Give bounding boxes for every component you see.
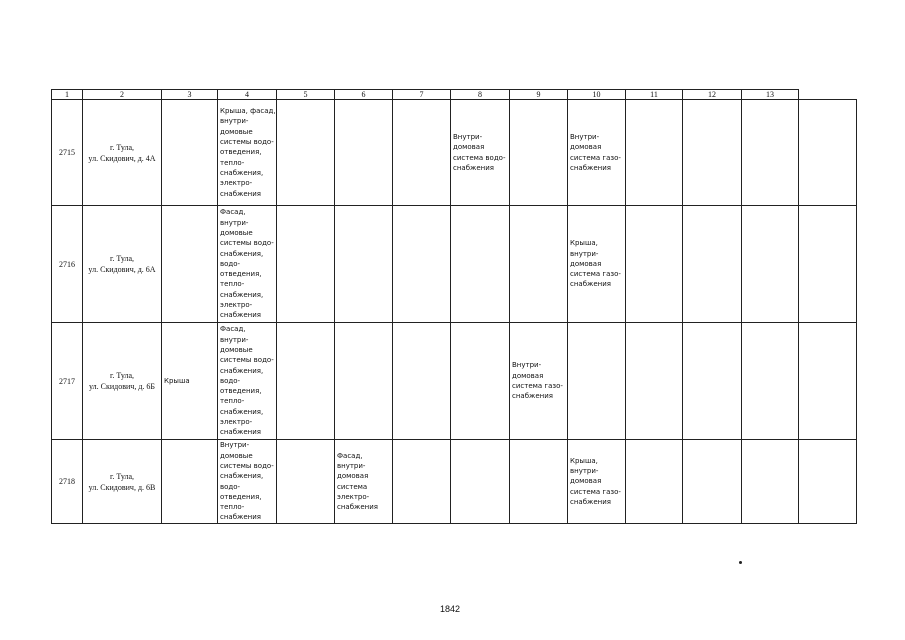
header-row <box>52 90 857 100</box>
work-text: Внутри- домовая система газо- снабжения <box>570 132 621 172</box>
work-cell-col3 <box>218 100 277 206</box>
work-cell-col13 <box>799 323 857 440</box>
column-header: 13 <box>742 90 799 100</box>
table-row <box>52 100 857 206</box>
work-cell-col5 <box>335 206 393 323</box>
column-header: 5 <box>277 90 335 100</box>
page-number: 1842 <box>440 604 461 614</box>
work-text: Внутри- домовая система водо- снабжения <box>453 132 506 172</box>
column-header: 4 <box>218 90 277 100</box>
column-header: 6 <box>335 90 393 100</box>
work-cell-col10 <box>626 440 683 524</box>
work-cell-col7 <box>451 323 510 440</box>
work-cell-col6 <box>393 323 451 440</box>
work-cell-col5 <box>335 440 393 524</box>
table-row <box>52 206 857 323</box>
work-cell-col3 <box>218 323 277 440</box>
work-cell-col7 <box>451 440 510 524</box>
column-header: 8 <box>451 90 510 100</box>
column-header: 9 <box>510 90 568 100</box>
address-text: г. Тула, ул. Скидович, д. 6В <box>88 471 156 492</box>
work-text: Крыша, фасад, внутри- домовые системы водо- отведения, тепло- снабжения, электро- снабжения <box>220 107 276 198</box>
work-text: Фасад, внутри- домовые системы водо- снабжения, водо- отведения, тепло- снабжения, электро- снабжения <box>220 208 274 320</box>
work-text: Крыша, внутри- домовая система газо- снабжения <box>570 456 621 506</box>
column-header: 12 <box>683 90 742 100</box>
work-cell-col2 <box>162 100 218 206</box>
work-cell-col11 <box>683 100 742 206</box>
work-cell-col9 <box>568 100 626 206</box>
work-cell-col3 <box>218 440 277 524</box>
column-header: 1 <box>52 90 83 100</box>
work-cell-col8 <box>510 206 568 323</box>
address-cell <box>83 206 162 323</box>
row-number: 2718 <box>52 440 83 524</box>
work-cell-col10 <box>626 323 683 440</box>
work-cell-col11 <box>683 323 742 440</box>
work-cell-col8 <box>510 323 568 440</box>
work-text: Фасад, внутри- домовые системы водо- снабжения, водо- отведения, тепло- снабжения, электро- снабжения <box>220 325 274 437</box>
address-cell <box>83 323 162 440</box>
work-cell-col12 <box>742 440 799 524</box>
work-cell-col12 <box>742 206 799 323</box>
work-cell-col12 <box>742 100 799 206</box>
work-cell-col2 <box>162 323 218 440</box>
work-cell-col4 <box>277 206 335 323</box>
row-number: 2715 <box>52 100 83 206</box>
repair-schedule-table <box>51 89 857 524</box>
work-text: Фасад, внутри- домовая система электро- снабжения <box>337 451 378 512</box>
work-cell-col6 <box>393 206 451 323</box>
work-cell-col5 <box>335 100 393 206</box>
work-cell-col10 <box>626 100 683 206</box>
work-cell-col9 <box>568 440 626 524</box>
work-text: Крыша, внутри- домовая система газо- снабжения <box>570 239 621 289</box>
scan-speck <box>739 561 742 564</box>
row-number: 2717 <box>52 323 83 440</box>
work-cell-col4 <box>277 440 335 524</box>
address-cell <box>83 440 162 524</box>
work-cell-col12 <box>742 323 799 440</box>
address-text: г. Тула, ул. Скидович, д. 6А <box>88 254 156 274</box>
work-cell-col7 <box>451 206 510 323</box>
work-cell-col13 <box>799 206 857 323</box>
address-text: г. Тула, ул. Скидович, д. 6Б <box>89 371 155 391</box>
work-cell-col2 <box>162 206 218 323</box>
work-cell-col4 <box>277 323 335 440</box>
work-cell-col11 <box>683 206 742 323</box>
address-text: г. Тула, ул. Скидович, д. 4А <box>88 142 156 163</box>
work-cell-col9 <box>568 206 626 323</box>
work-cell-col7 <box>451 100 510 206</box>
work-text: Крыша <box>164 376 190 385</box>
work-cell-col2 <box>162 440 218 524</box>
work-cell-col10 <box>626 206 683 323</box>
work-cell-col5 <box>335 323 393 440</box>
work-cell-col6 <box>393 100 451 206</box>
work-cell-col8 <box>510 100 568 206</box>
column-header: 2 <box>83 90 162 100</box>
work-cell-col3 <box>218 206 277 323</box>
column-header: 3 <box>162 90 218 100</box>
column-header: 11 <box>626 90 683 100</box>
work-cell-col9 <box>568 323 626 440</box>
table-row <box>52 440 857 524</box>
column-header: 10 <box>568 90 626 100</box>
work-text: Внутри- домовая система газо- снабжения <box>512 361 563 401</box>
table-row <box>52 323 857 440</box>
work-cell-col13 <box>799 100 857 206</box>
work-cell-col6 <box>393 440 451 524</box>
work-cell-col13 <box>799 440 857 524</box>
work-text: Внутри- домовые системы водо- снабжения, водо- отведения, тепло- снабжения <box>220 441 274 522</box>
column-header: 7 <box>393 90 451 100</box>
work-cell-col4 <box>277 100 335 206</box>
row-number: 2716 <box>52 206 83 323</box>
work-cell-col11 <box>683 440 742 524</box>
work-cell-col8 <box>510 440 568 524</box>
address-cell <box>83 100 162 206</box>
